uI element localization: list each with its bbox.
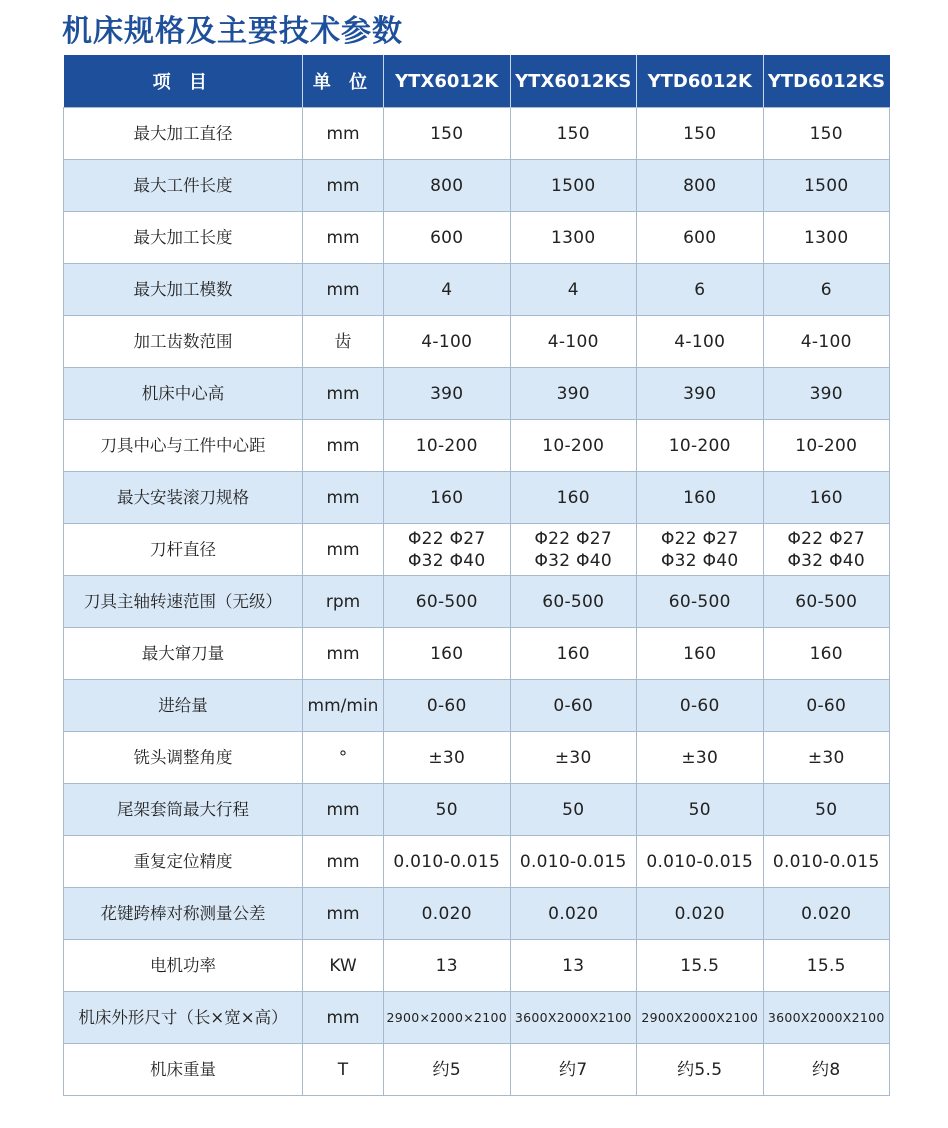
spec-item-name: 电机功率 bbox=[64, 940, 303, 992]
spec-value-line: Φ22 Φ27 bbox=[660, 528, 739, 549]
spec-value: 15.5 bbox=[763, 940, 890, 992]
spec-item-name: 最大窜刀量 bbox=[64, 628, 303, 680]
spec-value: 6 bbox=[637, 264, 764, 316]
spec-value: 1500 bbox=[510, 160, 637, 212]
spec-value: 1500 bbox=[763, 160, 890, 212]
table-row bbox=[64, 680, 890, 732]
spec-value-line: Φ22 Φ27 bbox=[534, 528, 613, 549]
spec-value: 1300 bbox=[763, 212, 890, 264]
spec-unit: mm bbox=[303, 992, 384, 1044]
spec-unit: mm bbox=[303, 836, 384, 888]
spec-value: 3600X2000X2100 bbox=[510, 992, 637, 1044]
spec-value: 4-100 bbox=[384, 316, 511, 368]
spec-value: 800 bbox=[637, 160, 764, 212]
spec-value: 160 bbox=[763, 628, 890, 680]
spec-table bbox=[63, 55, 890, 1096]
spec-value bbox=[384, 524, 511, 576]
table-row bbox=[64, 992, 890, 1044]
spec-unit: mm bbox=[303, 368, 384, 420]
spec-item-name: 尾架套筒最大行程 bbox=[64, 784, 303, 836]
spec-value-line: Φ32 Φ40 bbox=[534, 550, 613, 571]
table-row bbox=[64, 1044, 890, 1096]
spec-unit: mm bbox=[303, 472, 384, 524]
table-row bbox=[64, 628, 890, 680]
table-row bbox=[64, 420, 890, 472]
spec-value: 390 bbox=[384, 368, 511, 420]
spec-unit: mm bbox=[303, 160, 384, 212]
spec-value: 150 bbox=[384, 108, 511, 160]
spec-value: 50 bbox=[510, 784, 637, 836]
spec-item-name: 机床外形尺寸（长×宽×高） bbox=[64, 992, 303, 1044]
spec-value: 3600X2000X2100 bbox=[763, 992, 890, 1044]
spec-value: 50 bbox=[763, 784, 890, 836]
spec-item-name: 最大加工长度 bbox=[64, 212, 303, 264]
spec-value: 390 bbox=[763, 368, 890, 420]
spec-value: 13 bbox=[510, 940, 637, 992]
header-model: YTD6012K bbox=[637, 55, 764, 108]
spec-unit: mm bbox=[303, 264, 384, 316]
table-row bbox=[64, 784, 890, 836]
spec-value: 50 bbox=[637, 784, 764, 836]
spec-value: 4 bbox=[510, 264, 637, 316]
spec-item-name: 最大安装滚刀规格 bbox=[64, 472, 303, 524]
spec-value: 约8 bbox=[763, 1044, 890, 1096]
spec-value: 10-200 bbox=[763, 420, 890, 472]
spec-item-name: 铣头调整角度 bbox=[64, 732, 303, 784]
spec-value: 2900×2000×2100 bbox=[384, 992, 511, 1044]
spec-value: 4-100 bbox=[510, 316, 637, 368]
spec-value: 0.010-0.015 bbox=[384, 836, 511, 888]
spec-unit: mm bbox=[303, 212, 384, 264]
spec-value: 800 bbox=[384, 160, 511, 212]
spec-value: 160 bbox=[384, 628, 511, 680]
spec-unit: mm/min bbox=[303, 680, 384, 732]
spec-value: 150 bbox=[637, 108, 764, 160]
spec-unit: 齿 bbox=[303, 316, 384, 368]
spec-value: 160 bbox=[763, 472, 890, 524]
spec-item-name: 刀具中心与工件中心距 bbox=[64, 420, 303, 472]
spec-unit: mm bbox=[303, 420, 384, 472]
spec-value: 约7 bbox=[510, 1044, 637, 1096]
spec-value: 0.020 bbox=[510, 888, 637, 940]
spec-value: ±30 bbox=[384, 732, 511, 784]
spec-item-name: 花键跨棒对称测量公差 bbox=[64, 888, 303, 940]
spec-item-name: 进给量 bbox=[64, 680, 303, 732]
spec-value: 150 bbox=[510, 108, 637, 160]
spec-unit: mm bbox=[303, 108, 384, 160]
page-title: 机床规格及主要技术参数 bbox=[62, 14, 403, 49]
spec-value: 10-200 bbox=[510, 420, 637, 472]
spec-value: 0.020 bbox=[637, 888, 764, 940]
spec-value-line: Φ32 Φ40 bbox=[660, 550, 739, 571]
spec-value: 6 bbox=[763, 264, 890, 316]
header-model: YTX6012KS bbox=[510, 55, 637, 108]
spec-item-name: 刀具主轴转速范围（无级） bbox=[64, 576, 303, 628]
table-row bbox=[64, 472, 890, 524]
table-row bbox=[64, 316, 890, 368]
table-row bbox=[64, 108, 890, 160]
spec-value-line: Φ32 Φ40 bbox=[787, 550, 866, 571]
header-model: YTD6012KS bbox=[763, 55, 890, 108]
table-row bbox=[64, 524, 890, 576]
spec-item-name: 加工齿数范围 bbox=[64, 316, 303, 368]
table-row bbox=[64, 160, 890, 212]
spec-unit: mm bbox=[303, 628, 384, 680]
spec-value: 160 bbox=[510, 472, 637, 524]
spec-value-line: Φ22 Φ27 bbox=[787, 528, 866, 549]
spec-value: 10-200 bbox=[637, 420, 764, 472]
spec-value: 390 bbox=[637, 368, 764, 420]
spec-value bbox=[763, 524, 890, 576]
table-row bbox=[64, 836, 890, 888]
spec-value: 约5 bbox=[384, 1044, 511, 1096]
spec-item-name: 重复定位精度 bbox=[64, 836, 303, 888]
spec-item-name: 刀杆直径 bbox=[64, 524, 303, 576]
spec-unit: mm bbox=[303, 888, 384, 940]
header-model: YTX6012K bbox=[384, 55, 511, 108]
spec-value: ±30 bbox=[763, 732, 890, 784]
spec-value: 0-60 bbox=[510, 680, 637, 732]
spec-value: 160 bbox=[384, 472, 511, 524]
spec-value: ±30 bbox=[510, 732, 637, 784]
table-row bbox=[64, 368, 890, 420]
spec-unit: rpm bbox=[303, 576, 384, 628]
spec-item-name: 最大加工直径 bbox=[64, 108, 303, 160]
spec-unit: ° bbox=[303, 732, 384, 784]
spec-value: 160 bbox=[637, 472, 764, 524]
spec-value: 60-500 bbox=[384, 576, 511, 628]
spec-unit: KW bbox=[303, 940, 384, 992]
spec-value bbox=[637, 524, 764, 576]
header-unit: 单 位 bbox=[303, 55, 384, 108]
spec-value: 160 bbox=[510, 628, 637, 680]
spec-value: 390 bbox=[510, 368, 637, 420]
spec-item-name: 最大加工模数 bbox=[64, 264, 303, 316]
table-row bbox=[64, 264, 890, 316]
spec-unit: T bbox=[303, 1044, 384, 1096]
spec-value: 0.010-0.015 bbox=[637, 836, 764, 888]
spec-value: 50 bbox=[384, 784, 511, 836]
table-row bbox=[64, 888, 890, 940]
spec-value: 0.020 bbox=[384, 888, 511, 940]
spec-unit: mm bbox=[303, 524, 384, 576]
spec-value: 0-60 bbox=[763, 680, 890, 732]
header-item: 项 目 bbox=[64, 55, 303, 108]
spec-value: 600 bbox=[637, 212, 764, 264]
table-row bbox=[64, 732, 890, 784]
spec-value bbox=[510, 524, 637, 576]
spec-value: 约5.5 bbox=[637, 1044, 764, 1096]
spec-item-name: 最大工件长度 bbox=[64, 160, 303, 212]
spec-value: 0.010-0.015 bbox=[510, 836, 637, 888]
spec-item-name: 机床重量 bbox=[64, 1044, 303, 1096]
spec-value: 13 bbox=[384, 940, 511, 992]
spec-value: 4-100 bbox=[637, 316, 764, 368]
spec-value: 0-60 bbox=[384, 680, 511, 732]
spec-value: 4-100 bbox=[763, 316, 890, 368]
spec-value: 2900X2000X2100 bbox=[637, 992, 764, 1044]
spec-value: ±30 bbox=[637, 732, 764, 784]
spec-value: 150 bbox=[763, 108, 890, 160]
spec-item-name: 机床中心高 bbox=[64, 368, 303, 420]
spec-value: 10-200 bbox=[384, 420, 511, 472]
spec-value-line: Φ32 Φ40 bbox=[407, 550, 486, 571]
table-row bbox=[64, 212, 890, 264]
spec-value: 60-500 bbox=[763, 576, 890, 628]
spec-value: 0.010-0.015 bbox=[763, 836, 890, 888]
table-row bbox=[64, 940, 890, 992]
spec-value: 1300 bbox=[510, 212, 637, 264]
table-row bbox=[64, 576, 890, 628]
spec-value: 160 bbox=[637, 628, 764, 680]
spec-table-body bbox=[64, 108, 890, 1096]
spec-value: 0-60 bbox=[637, 680, 764, 732]
spec-value: 600 bbox=[384, 212, 511, 264]
header-row bbox=[64, 55, 890, 108]
spec-value: 60-500 bbox=[637, 576, 764, 628]
spec-value: 15.5 bbox=[637, 940, 764, 992]
spec-value-line: Φ22 Φ27 bbox=[407, 528, 486, 549]
spec-value: 60-500 bbox=[510, 576, 637, 628]
spec-value: 4 bbox=[384, 264, 511, 316]
spec-unit: mm bbox=[303, 784, 384, 836]
spec-value: 0.020 bbox=[763, 888, 890, 940]
